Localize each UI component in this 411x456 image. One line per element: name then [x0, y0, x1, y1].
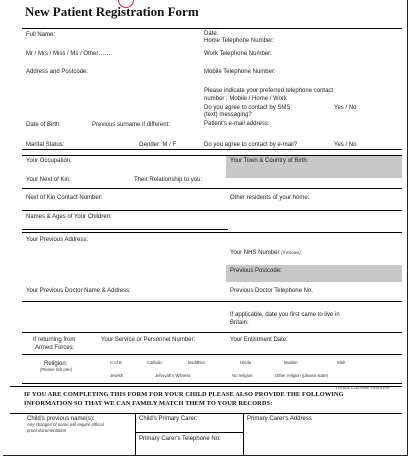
address-label: Address and Postcode:	[26, 69, 89, 75]
row-rule	[22, 188, 402, 189]
religion-option[interactable]: No religion	[232, 373, 253, 378]
religion-option[interactable]: Catholic	[147, 360, 163, 365]
occupation-label: Your Occupation:	[26, 158, 72, 164]
page-title: New Patient Registration Form	[25, 4, 199, 19]
title-options-label: Mr / Mrs / Miss / Ms / Other…….	[26, 51, 112, 57]
mobile-phone-label: Mobile Telephone Number:	[204, 69, 276, 75]
children-label: Names & Ages of Your Children:	[26, 214, 112, 220]
row-rule	[22, 232, 402, 233]
enlistment-label: Your Enlistment Date:	[230, 337, 288, 343]
row-rule	[22, 155, 402, 156]
child-table-vline	[243, 413, 244, 456]
row-rule	[22, 301, 402, 302]
previous-doctor-label: Your Previous Doctor Name & Address:	[26, 288, 131, 294]
row-rule	[22, 229, 228, 230]
child-primary-carer-label: Child's Primary Carer:	[139, 416, 198, 422]
child-intro-line-1: IF YOU ARE COMPLETING THIS FORM FOR YOUR CHILD PLEASE ALSO PROVIDE THE FOLLOWING	[24, 391, 344, 398]
religion-option[interactable]: Muslim	[284, 360, 298, 365]
child-intro-line-2: INFORMATION SO THAT WE CAN FAMILY MATCH THEM TO YOUR RECORDS:	[24, 400, 273, 407]
email-yes-no[interactable]: Yes / No	[334, 142, 357, 148]
child-previous-names-note-2: proof documentation	[27, 428, 67, 433]
top-rule	[22, 28, 402, 29]
first-came-label-1: If applicable, date you first came to live in	[230, 312, 340, 318]
child-table-vline	[135, 413, 136, 456]
email-agree-label: Do you agree to contact by e-mail?	[204, 142, 298, 148]
continue-overleaf-note: PLEASE CONTINUE OVERLEAF	[336, 386, 390, 390]
home-phone-label: Home Telephone Number:	[204, 38, 274, 44]
child-table-rule	[135, 432, 243, 433]
previous-address-label: Your Previous Address:	[26, 237, 89, 243]
nhs-number-label: Your NHS Number (If Known)	[230, 250, 301, 256]
previous-doctor-phone-label: Previous Doctor Telephone No.	[230, 288, 313, 294]
religion-rule	[22, 383, 402, 384]
next-of-kin-label: Your Next of Kin:	[26, 177, 71, 183]
date-label: Date:	[204, 31, 219, 37]
sms-yes-no[interactable]: Yes / No	[334, 105, 357, 111]
religion-option[interactable]: Buddhist	[188, 360, 205, 365]
religion-option[interactable]: Sikh	[337, 360, 346, 365]
previous-postcode-label: Previous Postcode:	[230, 268, 282, 274]
work-phone-label: Work Telephone Number:	[204, 51, 272, 57]
row-rule	[22, 332, 402, 333]
preferred-contact-label: Please indicate your preferred telephone contact	[204, 88, 334, 94]
child-previous-names-label: Child's previous name(s):	[27, 416, 95, 422]
row-rule	[22, 149, 402, 150]
full-name-label: Full Name:	[26, 32, 56, 38]
armed-forces-label-2: Armed Forces:	[35, 345, 75, 351]
row-rule	[22, 210, 402, 211]
religion-option[interactable]: Jehovah's Witness	[155, 373, 191, 378]
sms-agree-label: Do you agree to contact by SMS	[204, 105, 291, 111]
nok-contact-label: Next of Kin Contact Number:	[26, 195, 103, 201]
first-came-label-2: Britain:	[230, 320, 249, 326]
religion-option[interactable]: C of E	[110, 360, 122, 365]
marital-status-label: Marital Status:	[26, 142, 65, 148]
religion-label: Religion:	[44, 361, 68, 367]
email-label: Patient's e-mail address:	[204, 121, 270, 127]
tick-one-note: (Please tick one)	[40, 367, 73, 372]
religion-option[interactable]: Hindu	[240, 360, 252, 365]
preferred-contact-options[interactable]: number : Mobile / Home / Work	[204, 96, 287, 102]
service-number-label: Your Service or Personnel Number:	[101, 337, 196, 343]
town-country-label: Your Town & Country of Birth:	[230, 158, 309, 164]
relationship-label: Their Relationship to you:	[134, 177, 203, 183]
primary-carer-address-label: Primary Carer's Address	[247, 416, 312, 422]
other-residents-label: Other residents of your home:	[230, 195, 310, 201]
armed-forces-label-1: If returning from	[33, 337, 76, 343]
previous-surname-label: Previous surname if different:	[92, 122, 170, 128]
dob-label: Date of Birth:	[26, 122, 62, 128]
religion-option[interactable]: Other religion (please state)	[275, 373, 329, 378]
gender-label: Gender: M / F	[139, 142, 177, 148]
religion-option[interactable]: Jewish	[110, 373, 124, 378]
sms-text-label: (text) messaging?	[204, 112, 252, 118]
child-previous-names-note-1: Any changes of name will require official	[27, 422, 104, 427]
primary-carer-phone-label: Primary Carer's Telephone No:	[139, 436, 221, 442]
child-table-top	[10, 413, 402, 414]
row-rule	[22, 354, 402, 355]
